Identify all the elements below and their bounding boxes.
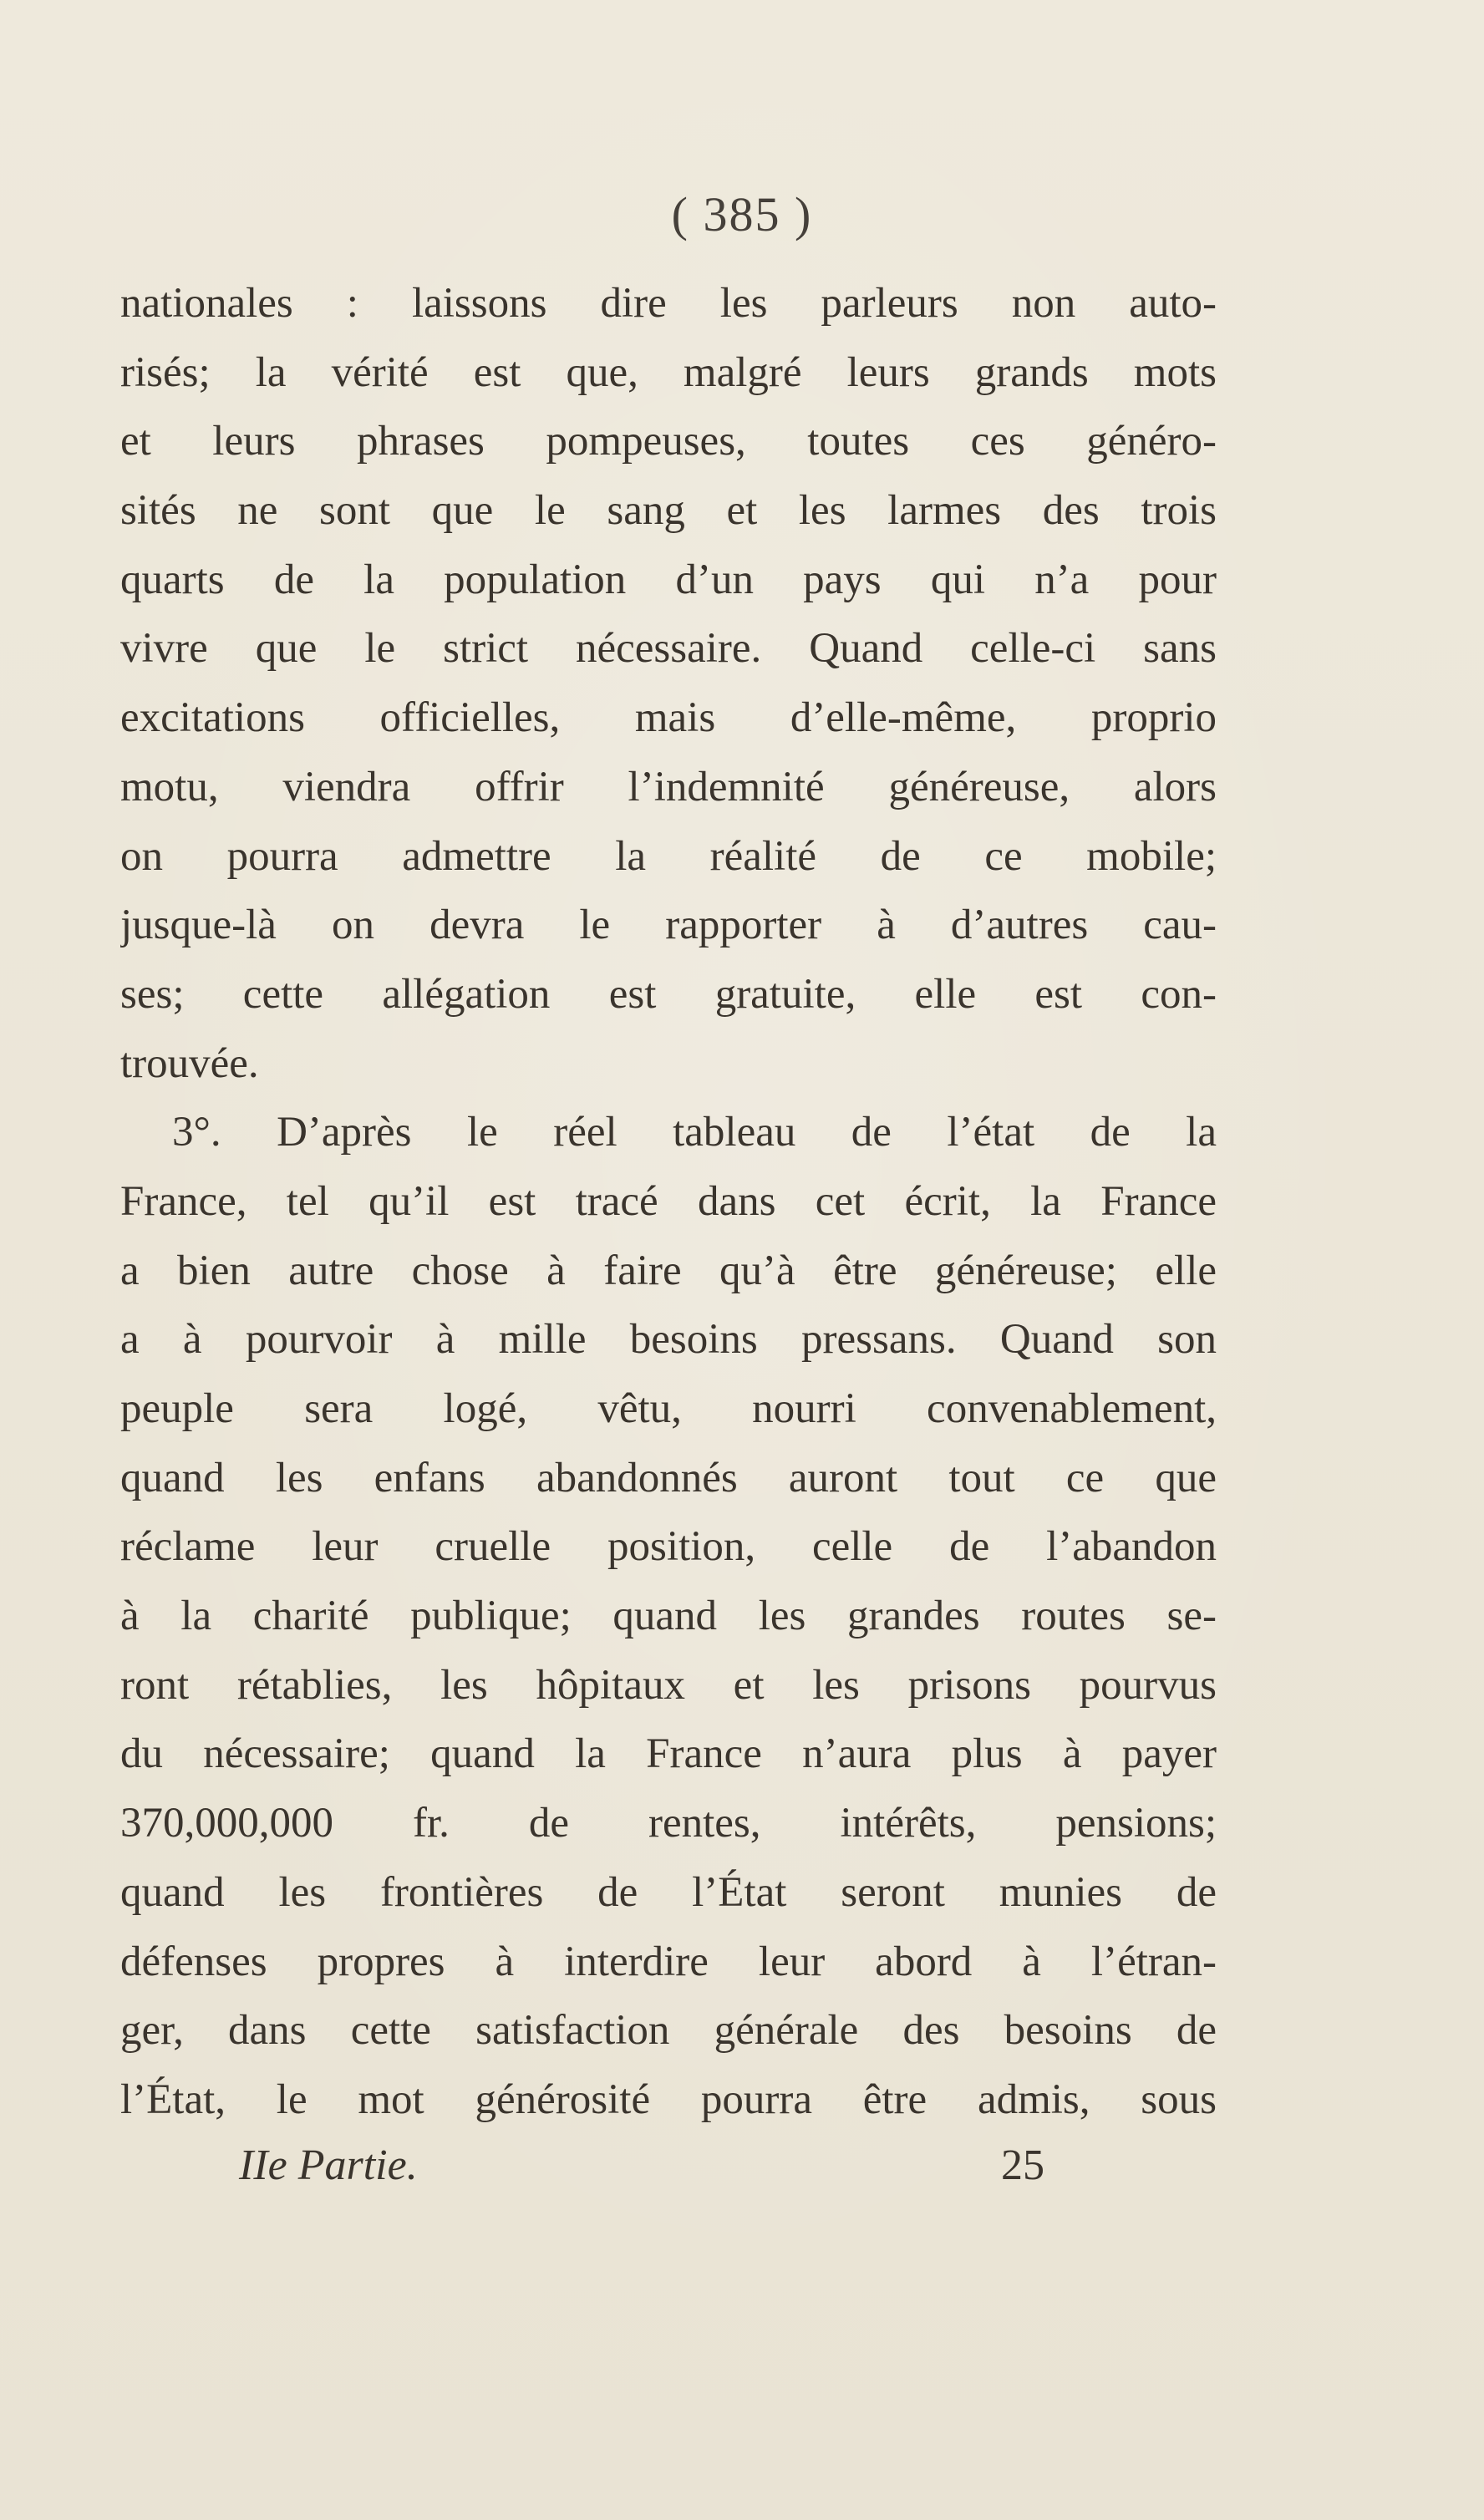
text-line: motu, viendra offrir l’indemnité généreuse, alors <box>120 763 1217 810</box>
text-line: quand les frontières de l’État seront munies de <box>120 1868 1217 1916</box>
text-line: risés; la vérité est que, malgré leurs grands mots <box>120 348 1217 396</box>
text-line: peuple sera logé, vêtu, nourri convenablement, <box>120 1385 1217 1432</box>
text-line: 3°. D’après le réel tableau de l’état de la <box>172 1109 1217 1156</box>
text-line: ront rétablies, les hôpitaux et les prisons pourvus <box>120 1661 1217 1709</box>
text-line: on pourra admettre la réalité de ce mobile; <box>120 832 1217 880</box>
sheet-number: 25 <box>1001 2141 1044 2189</box>
text-line: ses; cette allégation est gratuite, elle est con- <box>120 970 1217 1018</box>
text-line: France, tel qu’il est tracé dans cet écrit, la France <box>120 1177 1217 1225</box>
text-line: jusque-là on devra le rapporter à d’autres cau- <box>120 902 1217 949</box>
text-line: défenses propres à interdire leur abord à l’étran- <box>120 1938 1217 1985</box>
text-line: quarts de la population d’un pays qui n’a pour <box>120 556 1217 603</box>
text-line: et leurs phrases pompeuses, toutes ces généro- <box>120 418 1217 465</box>
text-line: sités ne sont que le sang et les larmes des trois <box>120 487 1217 535</box>
text-line: l’État, le mot générosité pourra être admis, sous <box>120 2075 1217 2123</box>
text-line: trouvée. <box>120 1039 259 1087</box>
text-line: 370,000,000 fr. de rentes, intérêts, pensions; <box>120 1800 1217 1847</box>
text-line: à la charité publique; quand les grandes routes se- <box>120 1593 1217 1640</box>
text-line: réclame leur cruelle position, celle de l’abandon <box>120 1523 1217 1571</box>
text-line: du nécessaire; quand la France n’aura plus à payer <box>120 1730 1217 1778</box>
body-text <box>120 269 1217 2135</box>
text-line: quand les enfans abandonnés auront tout ce que <box>120 1454 1217 1501</box>
text-line: vivre que le strict nécessaire. Quand celle-ci sans <box>120 625 1217 673</box>
page-number: ( 385 ) <box>671 187 813 241</box>
text-line: ger, dans cette satisfaction générale des besoins de <box>120 2007 1217 2055</box>
text-line: nationales : laissons dire les parleurs non auto- <box>120 280 1217 327</box>
text-line: a bien autre chose à faire qu’à être généreuse; elle <box>120 1247 1217 1294</box>
text-line: a à pourvoir à mille besoins pressans. Quand son <box>120 1316 1217 1364</box>
part-signature: IIe Partie. <box>239 2141 418 2189</box>
page-footer <box>239 2132 1075 2199</box>
text-line: excitations officielles, mais d’elle-même, proprio <box>120 694 1217 742</box>
